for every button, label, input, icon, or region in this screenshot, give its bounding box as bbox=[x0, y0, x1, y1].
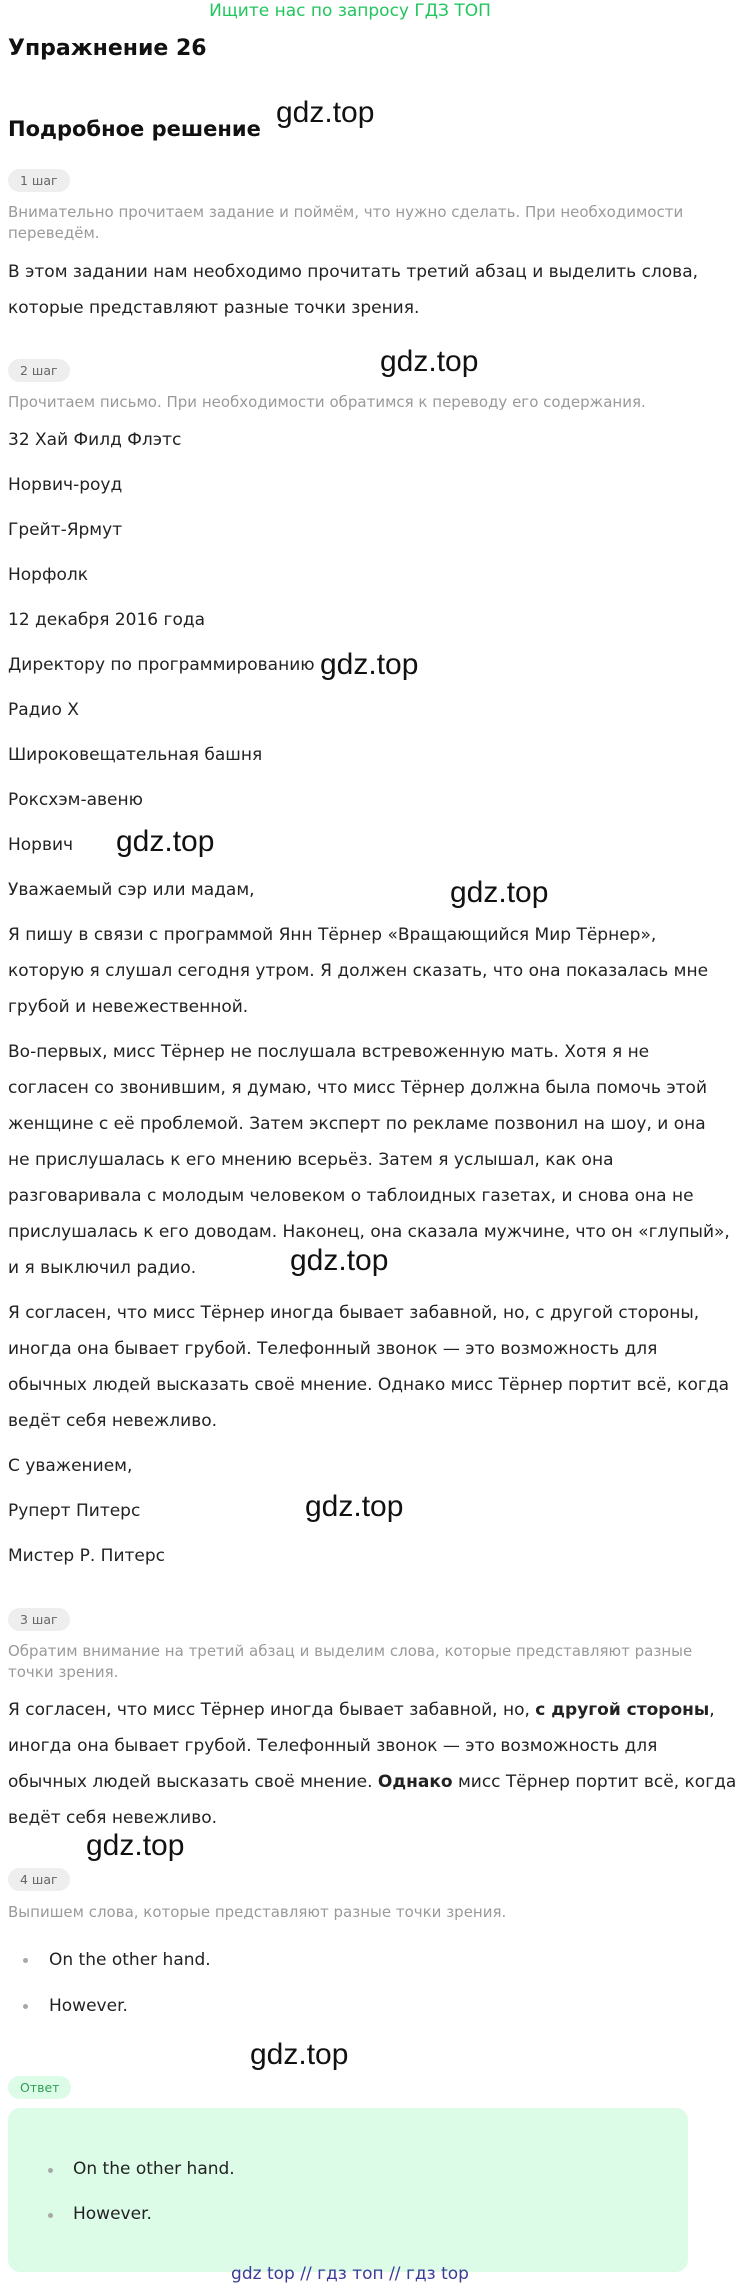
letter-line: Я согласен, что мисс Тёрнер иногда бывает забавной, но, с другой стороны, bbox=[8, 1303, 700, 1323]
letter-line: женщине с её проблемой. Затем эксперт по рекламе позвонил на шоу, и она bbox=[8, 1114, 706, 1134]
step-label: 2 шаг bbox=[8, 359, 70, 382]
list-item: On the other hand. bbox=[49, 1950, 211, 1970]
footer-link[interactable]: gdz top bbox=[231, 2264, 295, 2284]
highlighted-phrase: Однако bbox=[377, 1772, 453, 1792]
bullet-dot bbox=[23, 1958, 28, 1963]
letter-line: Уважаемый сэр или мадам, bbox=[8, 880, 255, 900]
answer-item: On the other hand. bbox=[73, 2159, 235, 2179]
step-label: 1 шаг bbox=[8, 169, 70, 192]
bullet-dot bbox=[48, 2213, 53, 2218]
text-fragment: , bbox=[709, 1700, 715, 1720]
step-2-badge bbox=[8, 359, 70, 382]
letter-line: Роксхэм-авеню bbox=[8, 790, 143, 810]
watermark: gdz.top bbox=[305, 1490, 404, 1523]
letter-line: 12 декабря 2016 года bbox=[8, 610, 206, 630]
bullet-dot bbox=[48, 2168, 53, 2173]
letter-line: Широковещательная башня bbox=[8, 745, 263, 765]
step-label: 3 шаг bbox=[8, 1608, 70, 1631]
highlight-line bbox=[8, 1770, 736, 1794]
text-fragment: обычных людей высказать своё мнение. bbox=[8, 1772, 378, 1792]
step-3-badge bbox=[8, 1608, 70, 1631]
highlight-line bbox=[8, 1698, 715, 1722]
letter-line: Норвич-роуд bbox=[8, 475, 123, 495]
letter-line: прислушалась к его доводам. Наконец, она сказала мужчине, что он «глупый», bbox=[8, 1222, 730, 1242]
step-2-hint: Прочитаем письмо. При необходимости обратимся к переводу его содержания. bbox=[8, 393, 646, 411]
answer-badge bbox=[8, 2076, 71, 2099]
letter-line: 32 Хай Филд Флэтс bbox=[8, 430, 182, 450]
watermark: gdz.top bbox=[250, 2038, 349, 2071]
letter-line: Грейт-Ярмут bbox=[8, 520, 123, 540]
footer-separator: // bbox=[300, 2264, 312, 2284]
answer-label: Ответ bbox=[8, 2076, 71, 2099]
text-line: которые представляют разные точки зрения. bbox=[8, 298, 420, 318]
letter-line: С уважением, bbox=[8, 1456, 133, 1476]
step-1-badge bbox=[8, 169, 70, 192]
footer-link[interactable]: гдз топ bbox=[317, 2264, 384, 2284]
list-item: However. bbox=[49, 1996, 128, 2016]
text-line: В этом задании нам необходимо прочитать третий абзац и выделить слова, bbox=[8, 262, 699, 282]
letter-line: Мистер Р. Питерс bbox=[8, 1546, 166, 1566]
letter-line: не прислушалась к его мнению всерьёз. Затем я услышал, как она bbox=[8, 1150, 614, 1170]
letter-line: которую я слушал сегодня утром. Я должен сказать, что она показалась мне bbox=[8, 961, 709, 981]
letter-line: обычных людей высказать своё мнение. Однако мисс Тёрнер портит всё, когда bbox=[8, 1375, 729, 1395]
footer-separator: // bbox=[389, 2264, 401, 2284]
letter-line: Во-первых, мисс Тёрнер не послушала встревоженную мать. Хотя я не bbox=[8, 1042, 650, 1062]
solution-title: Подробное решение bbox=[8, 117, 261, 141]
step-label: 4 шаг bbox=[8, 1868, 70, 1891]
highlight-line: иногда она бывает грубой. Телефонный звонок — это возможность для bbox=[8, 1736, 658, 1756]
watermark: gdz.top bbox=[380, 345, 479, 378]
letter-line: Радио X bbox=[8, 700, 79, 720]
footer-link[interactable]: гдз top bbox=[405, 2264, 469, 2284]
letter-line: Руперт Питерс bbox=[8, 1501, 141, 1521]
step-1-hint bbox=[8, 202, 683, 244]
letter-line: Норвич bbox=[8, 835, 74, 855]
watermark: gdz.top bbox=[450, 876, 549, 909]
letter-line: согласен со звонившим, я думаю, что мисс Тёрнер должна была помочь этой bbox=[8, 1078, 708, 1098]
watermark: gdz.top bbox=[86, 1829, 185, 1862]
text-fragment: Я согласен, что мисс Тёрнер иногда бывает забавной, но, bbox=[8, 1700, 536, 1720]
letter-line: разговаривала с молодым человеком о таблоидных газетах, и снова она не bbox=[8, 1186, 694, 1206]
hint-line: переведём. bbox=[8, 224, 100, 242]
text-fragment: мисс Тёрнер портит всё, когда bbox=[452, 1772, 736, 1792]
hint-line: точки зрения. bbox=[8, 1663, 119, 1681]
step-4-badge bbox=[8, 1868, 70, 1891]
letter-line: и я выключил радио. bbox=[8, 1258, 197, 1278]
watermark: gdz.top bbox=[116, 825, 215, 858]
letter-line: ведёт себя невежливо. bbox=[8, 1411, 218, 1431]
letter-line: грубой и невежественной. bbox=[8, 997, 249, 1017]
highlight-line: ведёт себя невежливо. bbox=[8, 1808, 218, 1828]
footer-links bbox=[0, 2263, 700, 2285]
watermark: gdz.top bbox=[320, 648, 419, 681]
step-4-hint: Выпишем слова, которые представляют разные точки зрения. bbox=[8, 1903, 507, 1921]
hint-line: Внимательно прочитаем задание и поймём, что нужно сделать. При необходимости bbox=[8, 203, 684, 221]
highlighted-phrase: с другой стороны bbox=[535, 1700, 710, 1720]
letter-line: Норфолк bbox=[8, 565, 89, 585]
exercise-title: Упражнение 26 bbox=[8, 36, 207, 61]
letter-line: иногда она бывает грубой. Телефонный звонок — это возможность для bbox=[8, 1339, 658, 1359]
bullet-dot bbox=[23, 2004, 28, 2009]
answer-item: However. bbox=[73, 2204, 152, 2224]
letter-line: Директору по программированию bbox=[8, 655, 315, 675]
promo-banner[interactable]: Ищите нас по запросу ГДЗ ТОП bbox=[209, 1, 491, 21]
watermark: gdz.top bbox=[290, 1244, 389, 1277]
answer-box bbox=[8, 2108, 688, 2272]
watermark: gdz.top bbox=[276, 96, 375, 129]
letter-line: Я пишу в связи с программой Янн Тёрнер «Вращающийся Мир Тёрнер», bbox=[8, 925, 657, 945]
hint-line: Обратим внимание на третий абзац и выделим слова, которые представляют разные bbox=[8, 1642, 693, 1660]
step-3-hint bbox=[8, 1641, 692, 1683]
